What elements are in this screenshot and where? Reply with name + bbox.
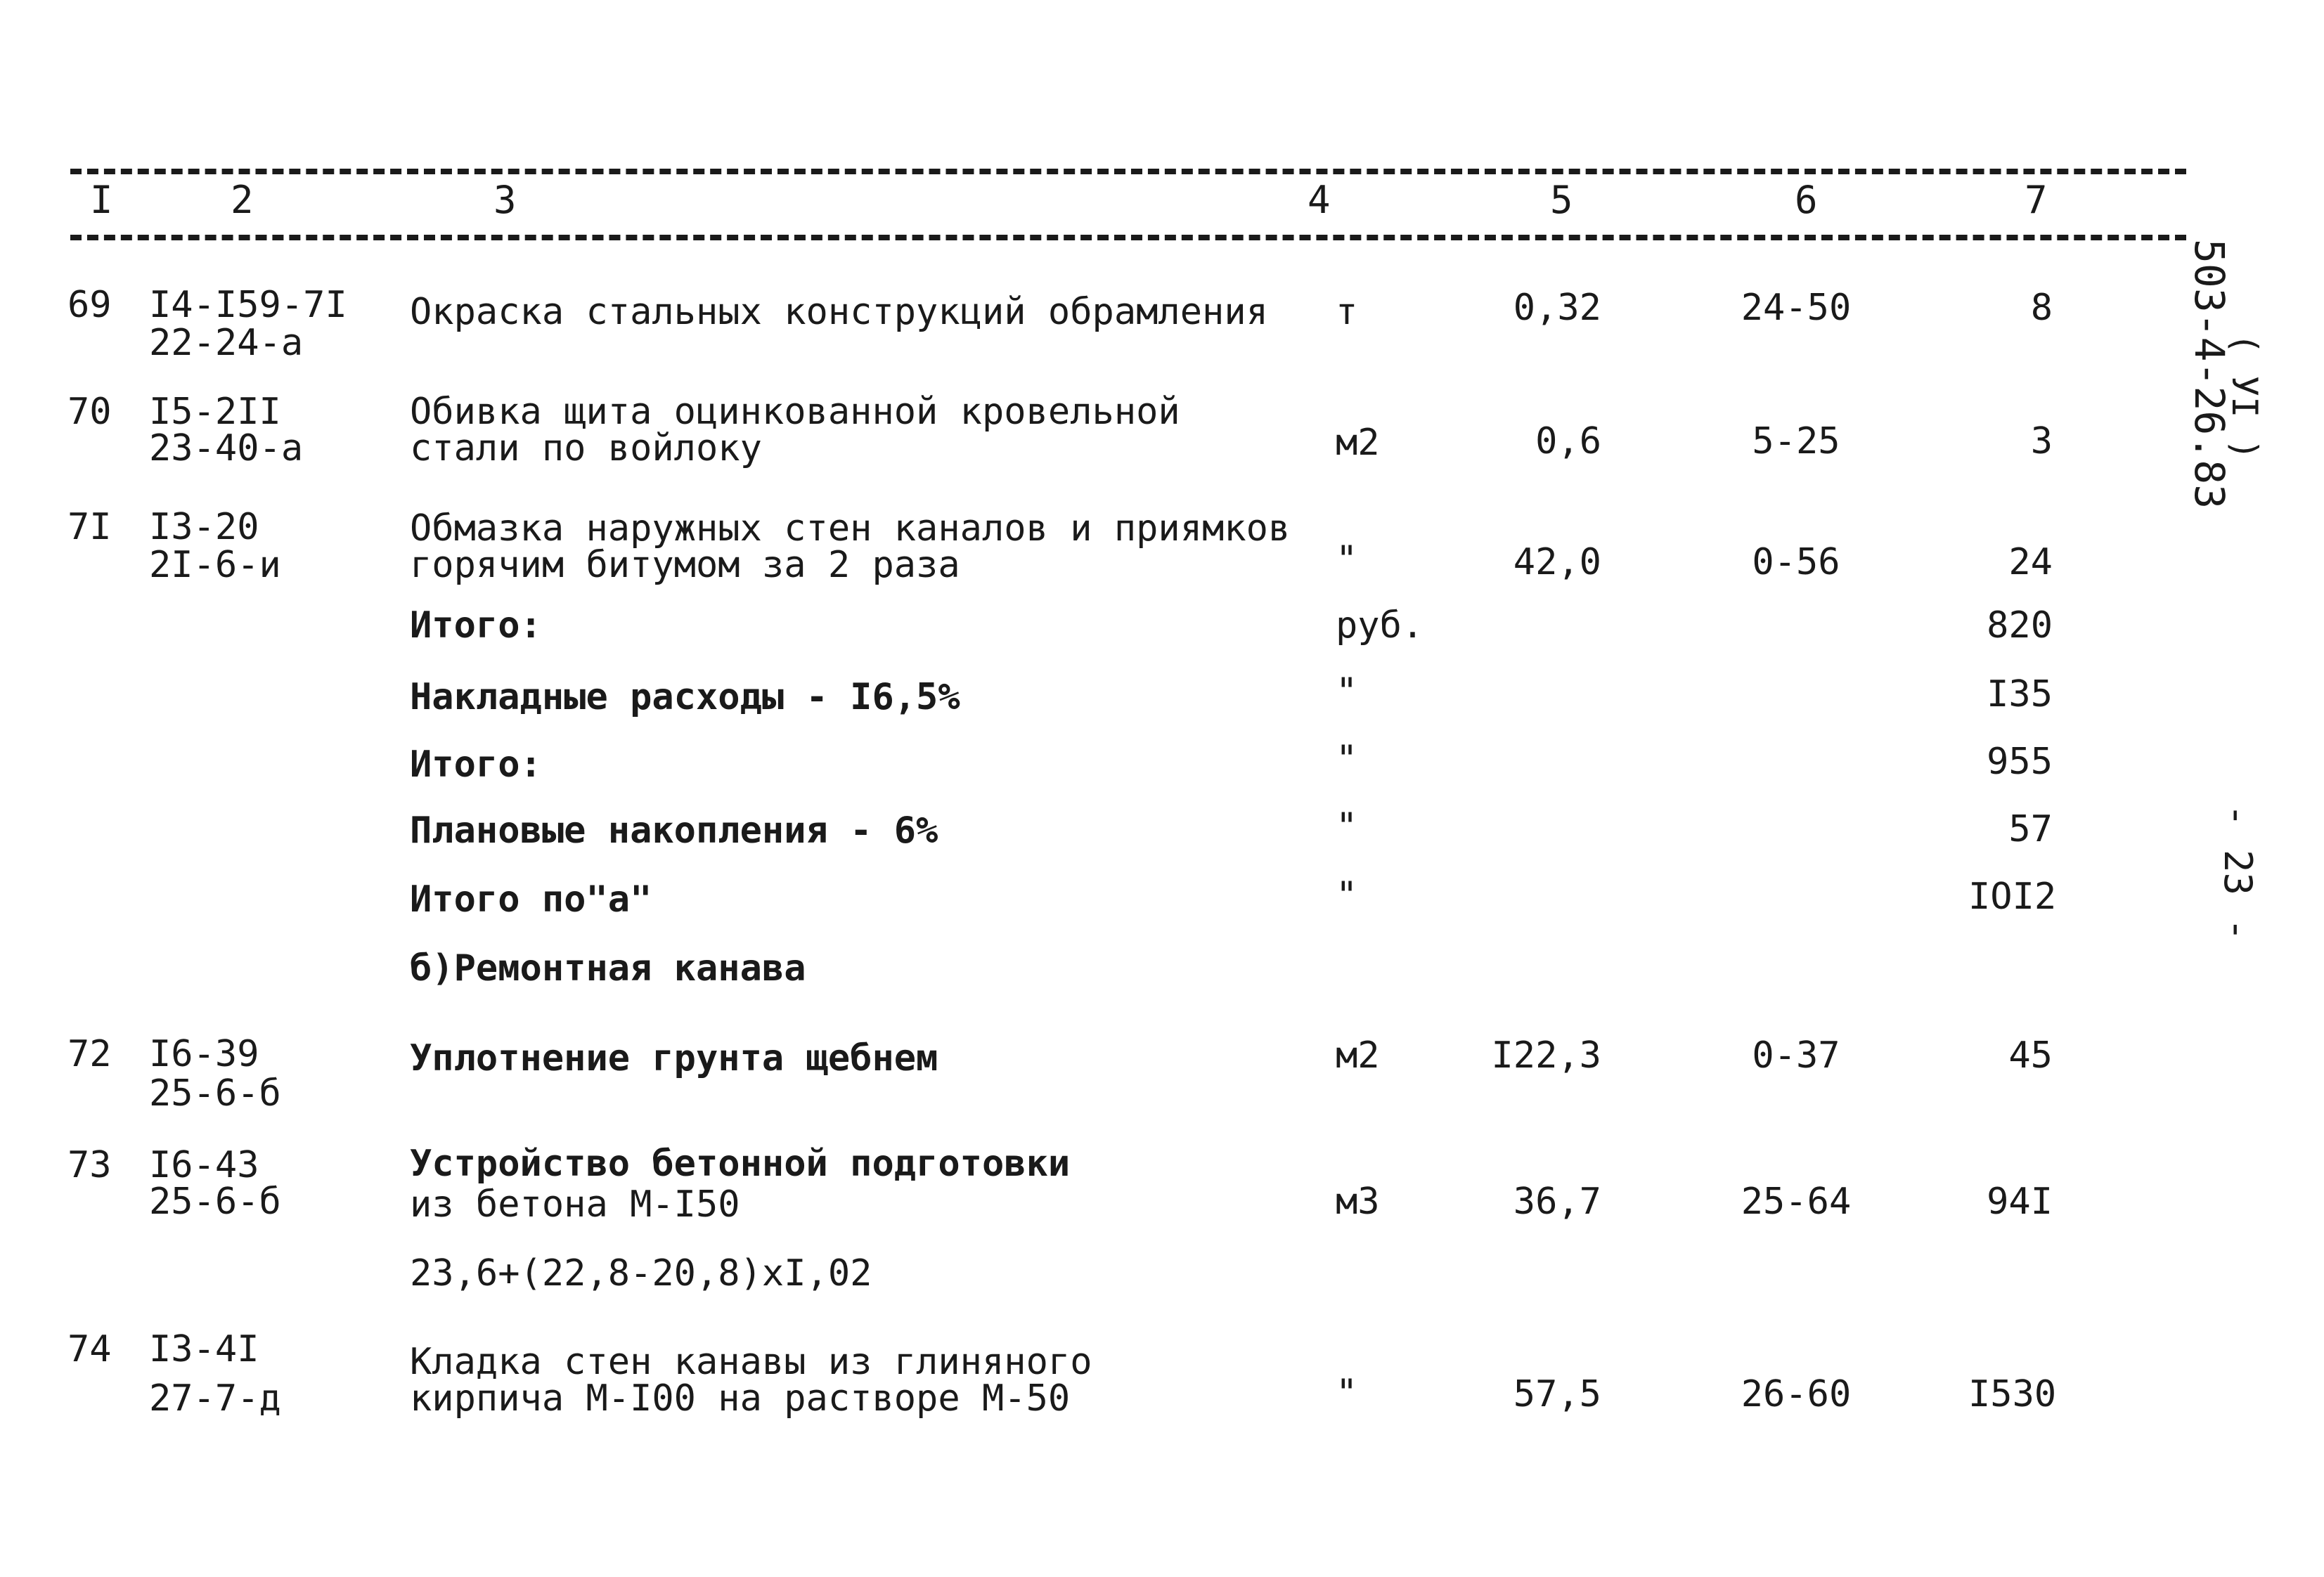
row-unit: " — [1336, 1372, 1358, 1414]
overhead-label: Накладные расходы - I6,5% — [410, 676, 960, 718]
col-header-3: 3 — [493, 178, 517, 222]
header-top-rule — [70, 169, 2186, 174]
planned-savings-label: Плановые накопления - 6% — [410, 810, 938, 852]
row-price: 26-60 — [1741, 1373, 1852, 1415]
row-description-2: кирпича М-I00 на растворе М-50 — [410, 1377, 1071, 1420]
calculation-formula: 23,6+(22,8-20,8)xI,02 — [410, 1252, 872, 1294]
col-header-6: 6 — [1795, 178, 1818, 222]
row-code-2: 25-6-б — [149, 1181, 281, 1223]
row-code-2: 23-40-а — [149, 427, 304, 469]
row-code-2: 25-6-б — [149, 1072, 281, 1115]
row-quantity: 0,6 — [1535, 420, 1601, 462]
row-quantity: 0,32 — [1513, 287, 1601, 329]
total-label: Итого: — [410, 604, 542, 647]
total-sum: 820 — [1987, 604, 2053, 647]
row-code-1: I3-20 — [149, 506, 259, 548]
row-sum: 94I — [1987, 1181, 2053, 1223]
row-sum: 45 — [2008, 1034, 2053, 1077]
row-quantity: 57,5 — [1513, 1373, 1601, 1415]
row-description: Уплотнение грунта щебнем — [410, 1037, 938, 1079]
section-heading: б)Ремонтная канава — [410, 947, 806, 989]
row-description-2: из бетона М-I50 — [410, 1183, 740, 1226]
total-a-sum: IOI2 — [1968, 876, 2057, 918]
row-description: Обмазка наружных стен каналов и приямков — [410, 507, 1291, 550]
row-sum: 8 — [2030, 287, 2053, 329]
col-header-4: 4 — [1308, 178, 1331, 222]
col-header-1: I — [90, 178, 113, 222]
row-price: 25-64 — [1741, 1181, 1852, 1223]
page-number: - 23 - — [2216, 804, 2260, 942]
row-description: Устройство бетонной подготовки — [410, 1143, 1071, 1185]
row-code-2: 2I-6-и — [149, 544, 281, 586]
row-price: 0-37 — [1752, 1034, 1840, 1077]
row-number: 70 — [67, 391, 112, 433]
row-code-2: 27-7-д — [149, 1377, 281, 1420]
row-number: 7I — [67, 506, 112, 548]
row-number: 73 — [67, 1144, 112, 1186]
total-unit: руб. — [1336, 604, 1424, 647]
overhead-unit: " — [1336, 670, 1358, 713]
row-price: 0-56 — [1752, 541, 1840, 583]
subtotal-unit: " — [1336, 738, 1358, 780]
row-description: Окраска стальных конструкций обрамления — [410, 291, 1268, 333]
row-code-1: I3-4I — [149, 1328, 259, 1370]
doc-number: 503-4-26.83 — [2186, 239, 2233, 510]
row-description-2: горячим битумом за 2 раза — [410, 544, 960, 586]
row-description: Обивка щита оцинкованной кровельной — [410, 391, 1180, 433]
row-quantity: 36,7 — [1513, 1181, 1601, 1223]
row-unit: м2 — [1336, 422, 1380, 464]
row-code-1: I6-39 — [149, 1033, 259, 1075]
row-unit: м2 — [1336, 1034, 1380, 1077]
subtotal-label: Итого: — [410, 744, 542, 786]
row-quantity: 42,0 — [1513, 541, 1601, 583]
row-code-1: I5-2II — [149, 391, 281, 433]
row-description: Кладка стен канавы из глиняного — [410, 1341, 1092, 1383]
row-price: 5-25 — [1752, 420, 1840, 462]
col-header-5: 5 — [1550, 178, 1573, 222]
doc-reference-code: ( УI ) — [2224, 333, 2265, 460]
row-price: 24-50 — [1741, 287, 1852, 329]
header-bottom-rule — [70, 235, 2186, 240]
subtotal-sum: 955 — [1987, 741, 2053, 783]
row-sum: 3 — [2030, 420, 2053, 462]
col-header-7: 7 — [2025, 178, 2048, 222]
row-number: 72 — [67, 1033, 112, 1075]
row-sum: I530 — [1968, 1373, 2057, 1415]
row-unit: м3 — [1336, 1181, 1380, 1223]
row-description-2: стали по войлоку — [410, 427, 762, 469]
row-code-1: I4-I59-7I — [149, 284, 347, 326]
planned-savings-sum: 57 — [2008, 808, 2053, 850]
row-unit: т — [1336, 291, 1358, 333]
row-quantity: I22,3 — [1491, 1034, 1601, 1077]
overhead-sum: I35 — [1987, 673, 2053, 715]
row-number: 74 — [67, 1328, 112, 1370]
row-unit: " — [1336, 538, 1358, 580]
row-code-2: 22-24-а — [149, 322, 304, 364]
row-code-1: I6-43 — [149, 1144, 259, 1186]
row-sum: 24 — [2008, 541, 2053, 583]
total-a-label: Итого по"а" — [410, 878, 652, 921]
row-number: 69 — [67, 284, 112, 326]
planned-savings-unit: " — [1336, 805, 1358, 848]
col-header-2: 2 — [231, 178, 254, 222]
total-a-unit: " — [1336, 874, 1358, 916]
